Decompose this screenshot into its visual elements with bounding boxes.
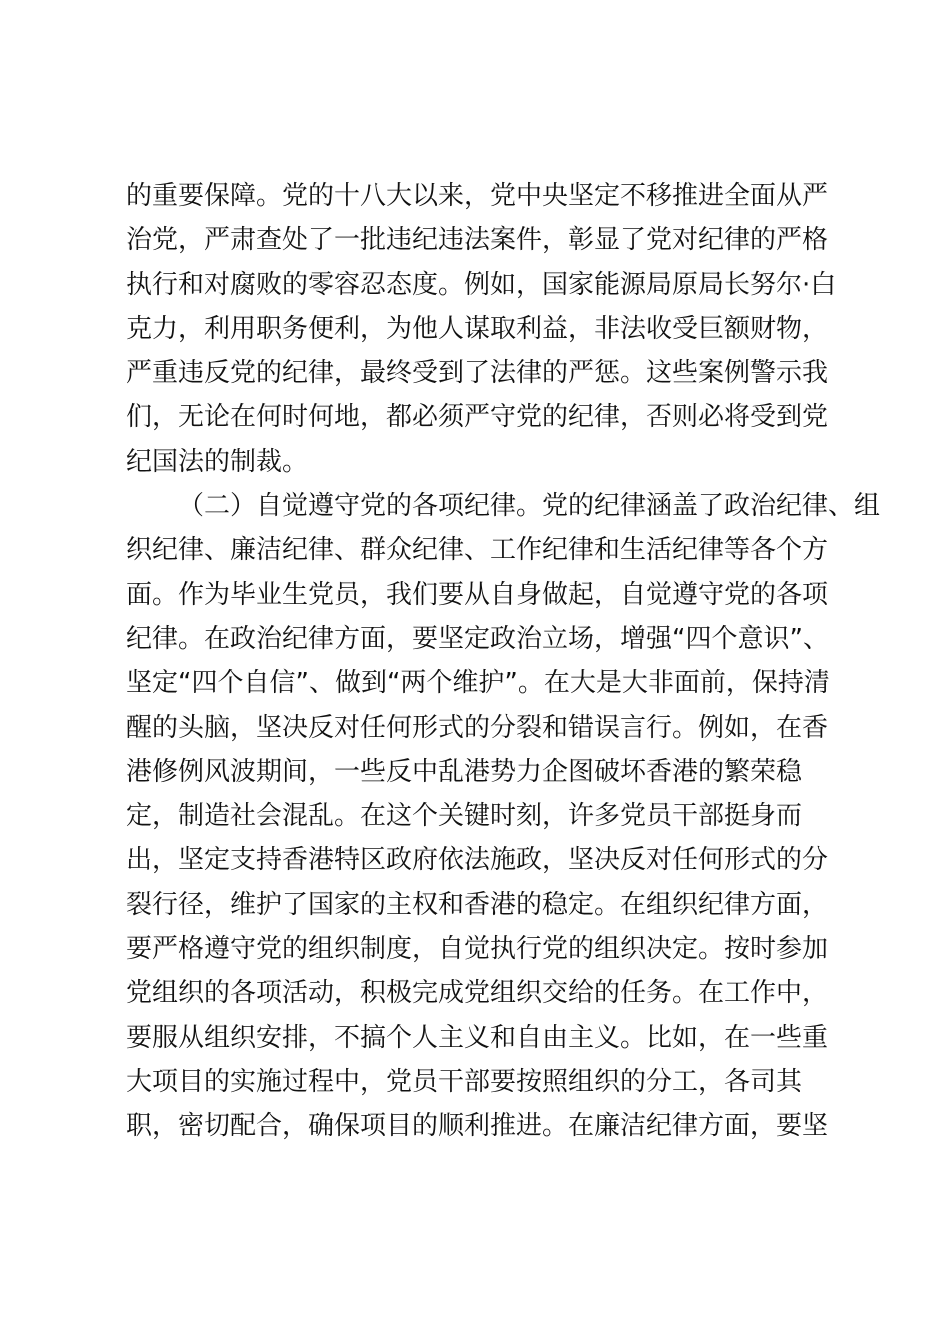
- text-line-11: 纪律。在政治纪律方面，要坚定政治立场，增强“四个意识”、: [126, 623, 829, 654]
- text-line-13: 醒的头脑，坚决反对任何形式的分裂和错误言行。例如，在香: [126, 712, 829, 743]
- text-line-7: 纪国法的制裁。: [126, 446, 309, 477]
- text-line-1: 的重要保障。党的十八大以来，党中央坚定不移推进全面从严: [126, 181, 829, 211]
- text-line-21: 大项目的实施过程中，党员干部要按照组织的分工，各司其: [126, 1066, 803, 1097]
- text-line-3: 执行和对腐败的零容忍态度。例如，国家能源局原局长努尔·白: [126, 269, 837, 300]
- text-line-12: 坚定“四个自信”、做到“两个维护”。在大是大非面前，保持清: [126, 668, 830, 699]
- document-body: [126, 174, 881, 1149]
- text-line-19: 党组织的各项活动，积极完成党组织交给的任务。在工作中，: [126, 978, 829, 1009]
- text-line-15: 定，制造社会混乱。在这个关键时刻，许多党员干部挺身而: [126, 801, 803, 832]
- section-heading-line: （二）自觉遵守党的各项纪律。党的纪律涵盖了政治纪律、组: [178, 491, 881, 522]
- text-line-20: 要服从组织安排，不搞个人主义和自由主义。比如，在一些重: [126, 1022, 829, 1053]
- text-line-10: 面。作为毕业生党员，我们要从自身做起，自觉遵守党的各项: [126, 579, 829, 610]
- text-line-18: 要严格遵守党的组织制度，自觉执行党的组织决定。按时参加: [126, 934, 829, 965]
- text-line-22: 职，密切配合，确保项目的顺利推进。在廉洁纪律方面，要坚: [126, 1111, 829, 1142]
- text-line-17: 裂行径，维护了国家的主权和香港的稳定。在组织纪律方面，: [126, 889, 829, 920]
- text-line-9: 织纪律、廉洁纪律、群众纪律、工作纪律和生活纪律等各个方: [126, 535, 829, 566]
- text-line-5: 严重违反党的纪律，最终受到了法律的严惩。这些案例警示我: [126, 358, 829, 389]
- text-line-4: 克力，利用职务便利，为他人谋取利益，非法收受巨额财物，: [126, 313, 829, 344]
- text-line-2: 治党，严肃查处了一批违纪违法案件，彰显了党对纪律的严格: [126, 225, 829, 256]
- text-line-14: 港修例风波期间，一些反中乱港势力企图破坏香港的繁荣稳: [126, 756, 803, 787]
- text-line-16: 出，坚定支持香港特区政府依法施政，坚决反对任何形式的分: [126, 845, 829, 876]
- text-line-6: 们，无论在何时何地，都必须严守党的纪律，否则必将受到党: [126, 402, 829, 433]
